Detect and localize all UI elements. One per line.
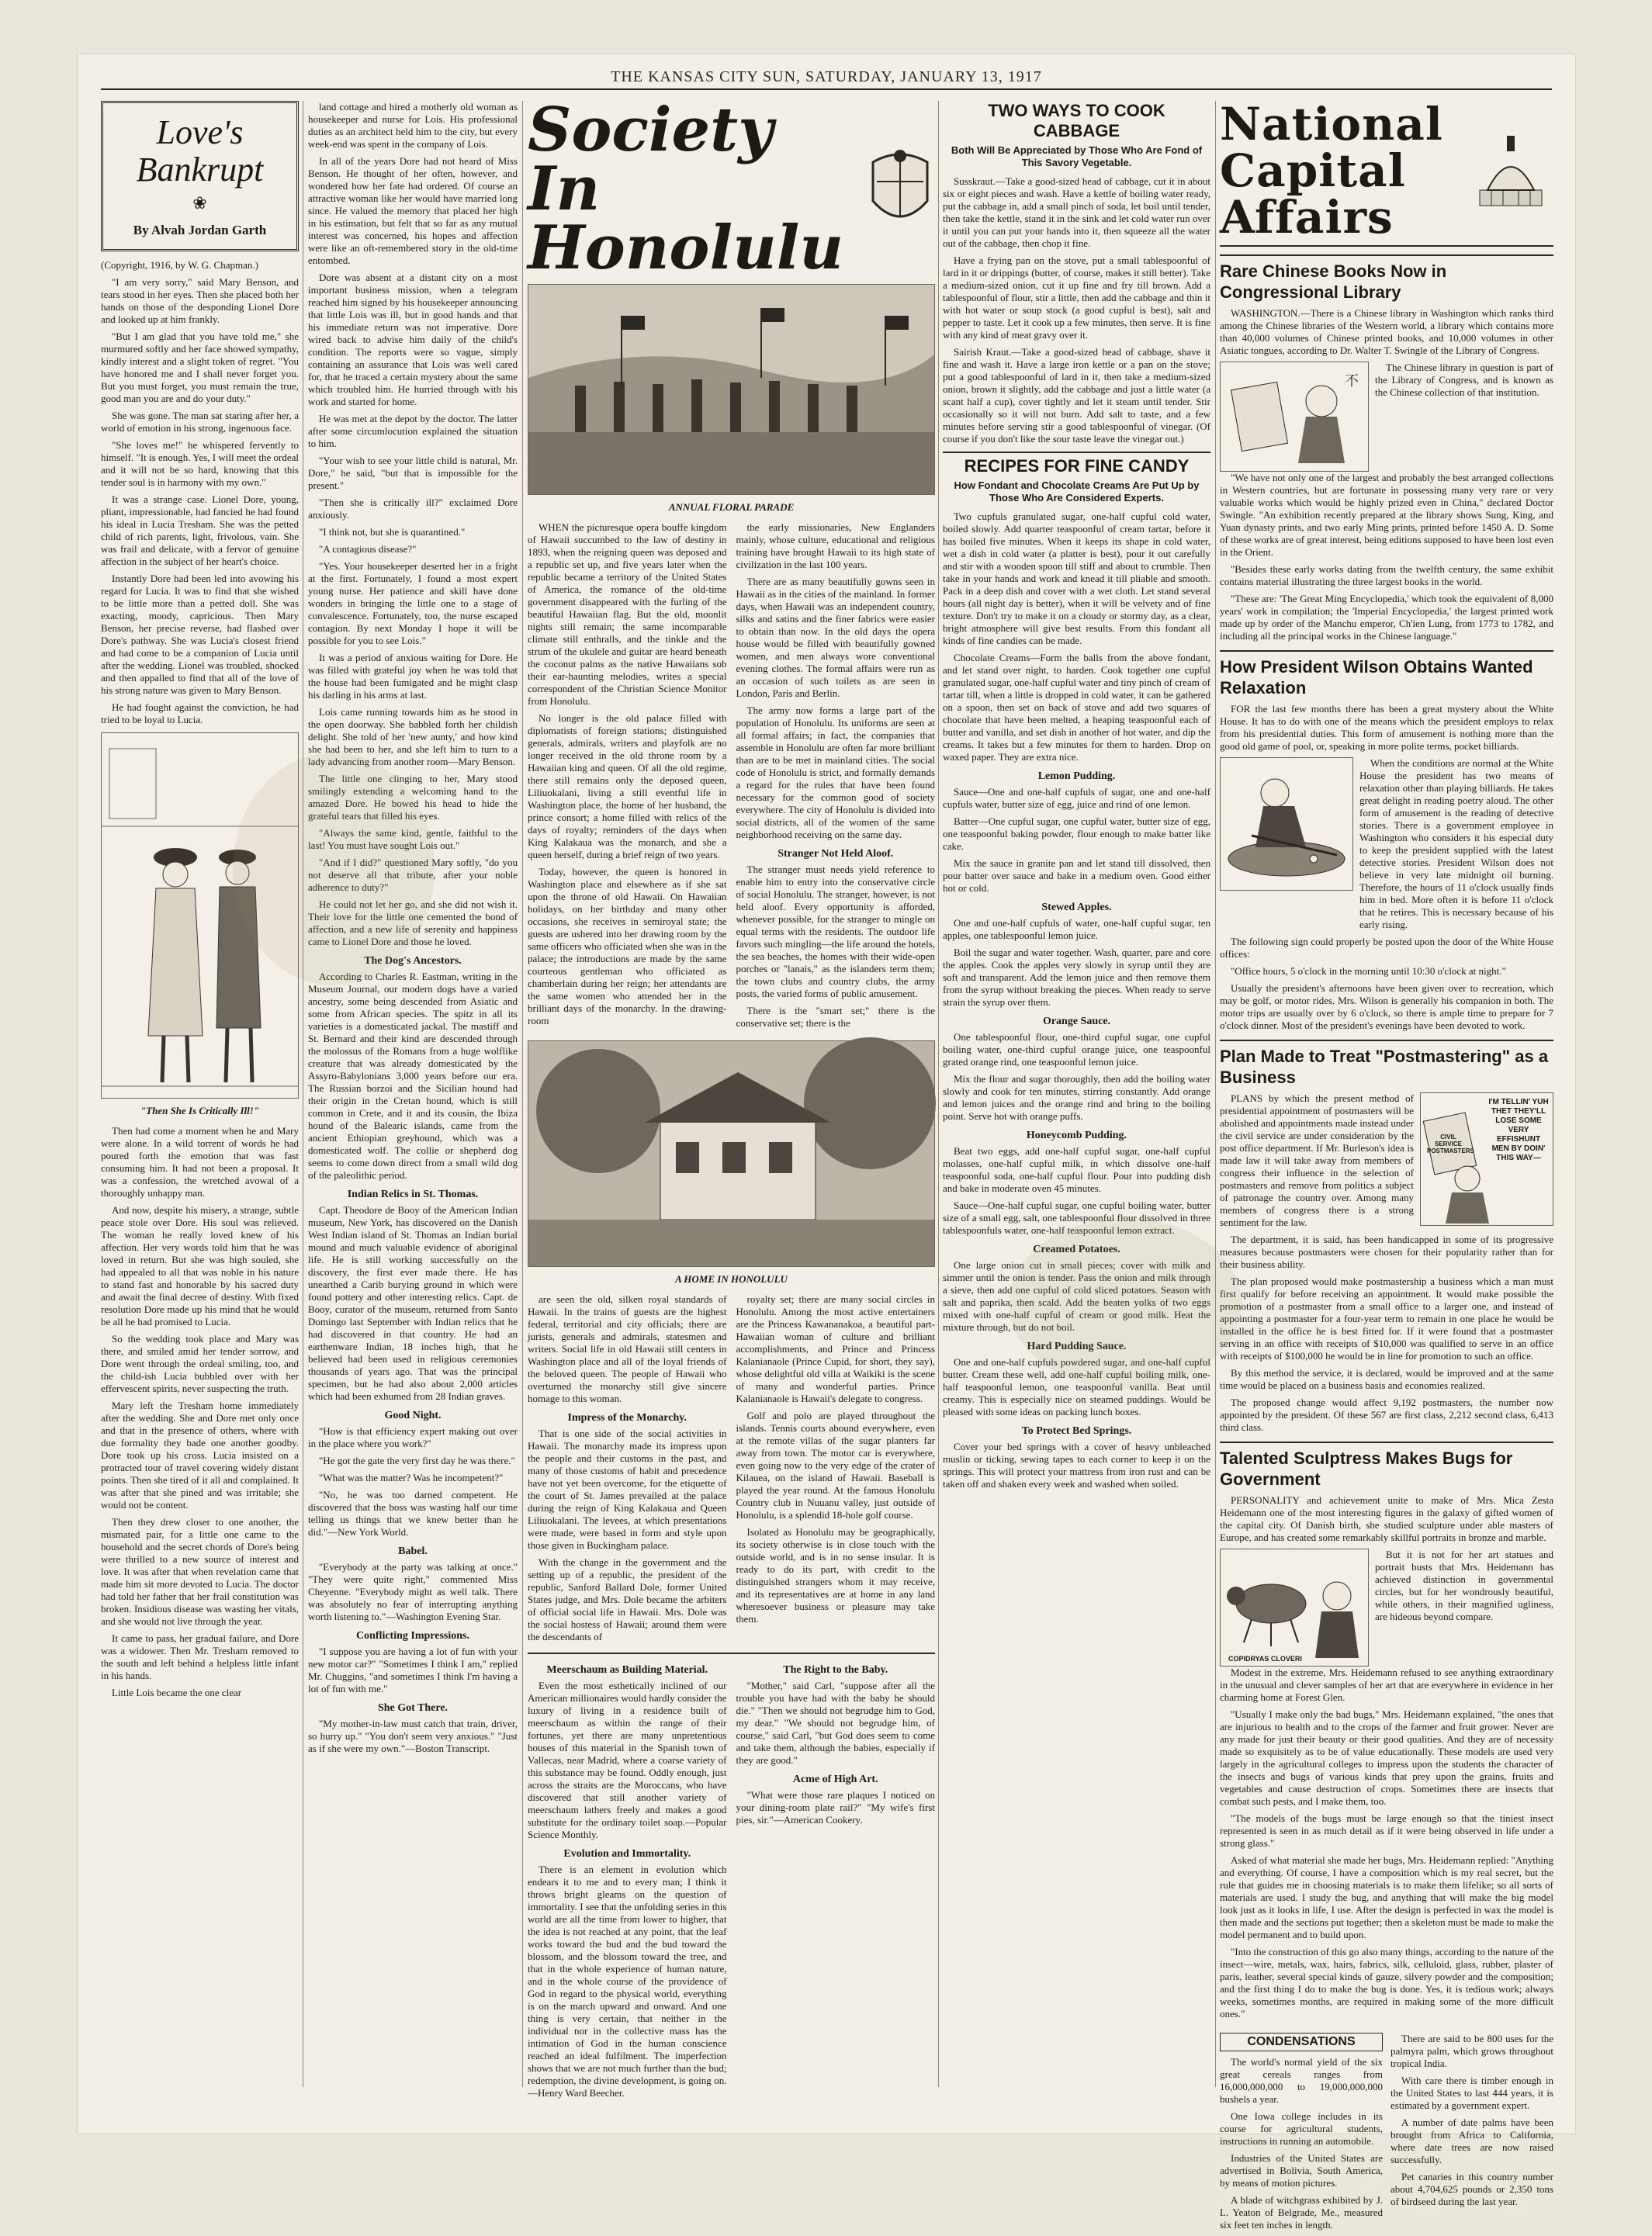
paragraph: Two cupfuls granulated sugar, one-half cupful cold water, boiled slowly. Add quarter teaspoonful of cream tartar, before it has boiled five minutes. When it keeps its shape in cold water, wet a dish in cold water (a platter is best), pour it out carefully and stir with a wooden spoon till stiff and about to crumble. Then take in your hands and work and knead it till pliable and smooth. Pack in a deep dish and cover with a wet cloth. Let stand several hours (all night day is better), when it will be velvety and of fine texture. Don't try to make it on a cloudy or stormy day, as a clear, bright atmosphere will give best results. From this fondant all kinds of fine candies can be made. xyxy=(943,511,1210,646)
paragraph: It was a period of anxious waiting for Dore. He was filled with grateful joy when he was told that the house had been fumigated and he might clasp his darling in his arms at last. xyxy=(308,652,518,701)
paragraph: "I suppose you are having a lot of fun with your new motor car?" "Sometimes I think I am," replied Mr. Chuggins, "and sometimes I think I'm having a lot of fun with me." xyxy=(308,1646,518,1694)
article-with-cartoon xyxy=(1220,1092,1553,1234)
paragraph: There is an element in evolution which endears it to me and to every man; I think it throws bright gleams on the question of immortality. I see that the unfolding series in this world are all the time from lower to higher, that the idea is not reached at any point, that the leaf works toward the bud and the bud toward the blossom, and the blossom toward the tree, and that in the whole experience of human nature, and in the whole course of the providence of God in regard to the physical world, everything is on the march upward and onward. And one thing is very certain, that neither in the individual nor in the collective mass has the intimation of God in the human conscience reached an ideal fulfilment. The imperfection shows that we are not much further than the bud; redemption, the divine development, is going on.—Henry Ward Beecher. xyxy=(528,1864,727,2099)
paragraph: The department, it is said, has been handicapped in some of its progressive measures because postmasters were chosen for their popularity rather than for their business ability. xyxy=(1220,1234,1553,1270)
masthead: THE KANSAS CITY SUN, SATURDAY, JANUARY 13, 1917 xyxy=(611,68,1042,85)
cartoon-bug xyxy=(1220,1549,1369,1667)
paragraph: Chocolate Creams—Form the balls from the above fondant, and let stand over night, to harden. Cook together one cupful granulated sugar, one-half cupful water and tiny pinch of cream of tartar till, when a little is dropped in cold water, it can be gathered on a spoon, then set on back of stove and add two squares of chocolate that have been melted, a heaping teaspoonful each of butter and vanilla, and set dish in another of hot water, and dip the creams. It takes but a few minutes for them to harden. Drop on waxed paper. They are extra nice. xyxy=(943,652,1210,763)
paragraph: And now, despite his misery, a strange, subtle peace stole over Dore. His soul was relieved. The woman he really loved knew of his affection. Her very words told him that he was loved in return. But she was high souled, she had appealed to all that was noble in his nature to stand fast and honorable by his sacred duty and await the final decree of destiny. With fixed resolution Dore made up his mind that he would be all he had promised to Lucia. xyxy=(101,1204,299,1327)
byline: By Alvah Jordan Garth xyxy=(133,223,267,237)
copyright: (Copyright, 1916, by W. G. Chapman.) xyxy=(101,259,258,271)
paragraph: Then had come a moment when he and Mary were alone. In a wild torrent of words he had poured forth the emotion that was fast consuming him. It had not been a proposal. It was a confession, the wretched avowal of a thoroughly unhappy man. xyxy=(101,1125,299,1199)
illustration-caption: "Then She Is Critically Ill!" xyxy=(140,1105,260,1116)
nca-title: National Capital Affairs xyxy=(1220,98,1443,244)
column-two xyxy=(308,101,518,2087)
article-with-cartoon xyxy=(1220,1549,1553,1667)
society-subcol xyxy=(528,1293,727,1648)
flower-ornament-icon: ❀ xyxy=(192,193,207,213)
paragraph: "How is that efficiency expert making out over in the place where you work?" xyxy=(308,1425,518,1449)
paragraph: A number of date palms have been brought from Africa to California, where date trees are now raised successfully. xyxy=(1391,2117,1553,2165)
article-text xyxy=(1359,757,1553,936)
cartoon-speech: I'M TELLIN' YUH THET THEY'LL LOSE SOME VERY EFFISHUNT MEN BY DOIN' THIS WAY— xyxy=(1488,1098,1549,1162)
paragraph: Golf and polo are played throughout the islands. Tennis courts abound everywhere, even at the remote villas of the sugar planters far away from town. The motor car is everywhere, even going now to the very edge of the crater of Kilauea, on the island of Hawaii. Baseball is played the year round. At the famous Honolulu Country club in Nuuanu valley, just outside of Honolulu, is a splendid 18-hole golf course. xyxy=(736,1410,935,1521)
society-shorts xyxy=(528,1653,935,2104)
house-photo-icon xyxy=(528,1041,934,1266)
paragraph: Sauce—One-half cupful sugar, one cupful boiling water, butter size of a small egg, salt, one tablespoonful flour dissolved in three tablespoonfuls water, one-half teaspoonful lemon extract. xyxy=(943,1199,1210,1236)
paragraph: "Besides these early works dating from the twelfth century, the same exhibit contains material illustrating the three largest books in the world. xyxy=(1220,563,1553,587)
condensations-right xyxy=(1391,2025,1553,2236)
article-headline: Rare Chinese Books Now in Congressional Library xyxy=(1220,254,1553,303)
paragraph: The Chinese library in question is part of the Library of Congress, and is known as the Chinese collection of that institution. xyxy=(1375,362,1553,398)
paragraph: According to Charles R. Eastman, writing in the Museum Journal, our modern dogs have a varied ancestry, some being descended from Asiatic and some from African species. The spitz in all its varieties is a domesticated jackal. The mastiff and St. Bernard and their kind are descended through the molossus of the Romans from a huge wolflike creature that was already domesticated by the Assyro-Babylonians 3,000 years before our era. The Russian borzoi and the Sicilian hound had their origin in the Cretan hound, which is still common in Crete, and it and its cousin, the Ibiza hound of the Balearic islands, came from the ancient Ethiopian greyhound, which was a domesticated wolf. The collie or shepherd dog seems to come down direct from a small wild dog of the paleolithic period. xyxy=(308,971,518,1181)
paragraph: "Everybody at the party was talking at once." "They were quite right," commented Miss Cheyenne. "Everybody might as well talk. There was absolutely no fear of interrupting anything worth listening to."—Washington Evening Star. xyxy=(308,1561,518,1622)
parade-photo-icon xyxy=(528,285,934,494)
capitol-dome-icon xyxy=(1468,128,1553,213)
photo-home-honolulu xyxy=(528,1040,935,1267)
paragraph: Industries of the United States are advertised in Bolivia, South America, by means of motion pictures. xyxy=(1220,2152,1383,2189)
cartoon-postmaster xyxy=(1420,1092,1553,1226)
column-national-capital xyxy=(1220,98,1553,2231)
paragraph: The proposed change would affect 9,192 postmasters, the number now appointed by the president. Of these 567 are first class, 2,212 second class, 6,413 third class. xyxy=(1220,1397,1553,1433)
paragraph: "What were those rare plaques I noticed on your dining-room plate rail?" "My wife's first pies, sir."—American Cookery. xyxy=(736,1789,935,1826)
story-title: Bankrupt xyxy=(136,151,264,189)
paragraph: "The models of the bugs must be large enough so that the tiniest insect represented is seen in as much detail as if it were being observed in life under a strong glass." xyxy=(1220,1812,1553,1849)
paragraph: "She loves me!" he whispered fervently to himself. "It is enough. Yes, I will meet the ordeal and it will not be so hard, knowing that this tender soul is in harmony with my own." xyxy=(101,439,299,488)
photo-caption: A HOME IN HONOLULU xyxy=(675,1273,788,1285)
paragraph: One tablespoonful flour, one-third cupful sugar, one cupful boiling water, one-third cupful orange juice, one teaspoonful grated orange rind, one teaspoonful lemon juice. xyxy=(943,1031,1210,1068)
paragraph: "My mother-in-law must catch that train, driver, so hurry up." "You don't seem very anxious." "Just as if she were my own."—Boston Transcript. xyxy=(308,1718,518,1754)
column-loves-bankrupt xyxy=(101,101,299,2087)
article-subheadline: Both Will Be Appreciated by Those Who Are Fond of This Savory Vegetable. xyxy=(951,144,1203,168)
paragraph: Isolated as Honolulu may be geographically, its society otherwise is in close touch with the outside world, and is in no sense insular. It is ready to do its part, with credit to the distinguished strangers whom it may receive, and its representatives are at home in any land wheresoever business or pleasure may take them. xyxy=(736,1526,935,1625)
paragraph: "I am very sorry," said Mary Benson, and tears stood in her eyes. Then she placed both her hands on those of the desponding Lionel Dore and looked up at him frankly. xyxy=(101,276,299,325)
paragraph: Cover your bed springs with a cover of heavy unbleached muslin or ticking, sewing tapes to each corner to keep it on the springs. This will protect your mattress from iron rust and can be taken off and shaken every week and washed when soiled. xyxy=(943,1441,1210,1490)
paragraph: Mix the flour and sugar thoroughly, then add the boiling water slowly and cook for ten minutes, stirring constantly. Add orange and lemon juices and the orange rind and bring to the boiling point. Serve hot with orange puffs. xyxy=(943,1073,1210,1122)
condensations xyxy=(1220,2025,1553,2236)
article-with-cartoon xyxy=(1220,362,1553,472)
section-heading: She Got There. xyxy=(377,1702,448,1714)
society-text-upper xyxy=(528,521,935,1034)
paragraph: He was met at the depot by the doctor. The latter after some circumlocution explained the situation to him. xyxy=(308,413,518,449)
paragraph: "A contagious disease?" xyxy=(319,543,417,555)
billiards-cartoon-icon xyxy=(1221,758,1352,890)
paragraph: "What was the matter? Was he incompetent?" xyxy=(319,1472,504,1483)
paragraph: Boil the sugar and water together. Wash, quarter, pare and core the apples. Cook the apples very slowly in syrup until they are soft and transparent. Add the lemon juice and then remove them from the syrup without breaking the pieces. When ready to serve strain the syrup over them. xyxy=(943,947,1210,1008)
article-subheadline: How Fondant and Chocolate Creams Are Put Up by Those Who Are Considered Experts. xyxy=(954,479,1200,504)
paragraph: Asked of what material she made her bugs, Mrs. Heidemann replied: "Anything and everything. Of course, I have a composition which is my real secret, but the rule that guides me in choosing materials is to make them lifelike; so all sorts of materials are used. I study the bug, and anything that will make the big model look just as it looks in life, I use. After the design is perfected in wax the model is then made and the sections put together; then a skeleton must be made to make the model permanent and to build upon. xyxy=(1220,1854,1553,1940)
section-heading: Lemon Pudding. xyxy=(1037,770,1116,782)
paragraph: No longer is the old palace filled with diplomatists of foreign stations; distinguished generals, admirals, writers and playfolk are no longer received in the old throne room by a Hawaiian king and queen. Of all the old regime, there still remains only the deposed queen, Liliuokalani, living a still eventful life in Washington place, the home of her husband, the prince consort; a home filled with relics of the days of royalty; reminders of the days when King Kalakaua was the monarch, and she a queen herself, during a brief reign of two years. xyxy=(528,712,727,860)
story-title: Love's xyxy=(156,113,244,151)
article-headline: How President Wilson Obtains Wanted Relaxation xyxy=(1220,650,1553,698)
section-heading: Hard Pudding Sauce. xyxy=(1027,1341,1127,1352)
column-divider xyxy=(1215,101,1216,2087)
paragraph: Pet canaries in this country number about 4,704,625 pounds or 2,350 tons of birdseed during the last year. xyxy=(1391,2171,1553,2207)
article-with-cartoon xyxy=(1220,757,1553,936)
paragraph: "Then she is critically ill?" exclaimed Dore anxiously. xyxy=(308,497,518,521)
paragraph: That is one side of the social activities in Hawaii. The monarchy made its impress upon the people and their customs in the past, and many of those customs of habit and precedence have not yet been overcome, for the etiquette of the court of St. James prevailed at the palace during the reign of King Kalakaua and Queen Liliuokalani. The levees, at which presentations were made, were based in form and style upon those given in Buckingham palace. xyxy=(528,1428,727,1551)
paragraph: PLANS by which the present method of presidential appointment of postmasters will be abolished and appointments made instead under the civil service are under consideration by the post office department. If Mr. Burleson's idea is made law it will take away from members of congress their influence in the selection of postmasters and remove from politics a subject of patronage the country over. Among many members of congress there is a strong sentiment for the law. xyxy=(1220,1092,1414,1228)
society-subcol xyxy=(736,1293,936,1648)
paragraph: "We have not only one of the largest and probably the best arranged collections in Western countries, but are fortunate in possessing many very rare or very valuable works which would be highly prized even in China," declared Doctor Swingle. "An exhibition recently prepared at the library shows Sung, King, and Yuan dynasty prints, and two early Ming prints, printed before 1450 A. D. Some of these works are of great interest, being editions supposed to have been lost even in the Orient. xyxy=(1220,472,1553,558)
nca-header xyxy=(1220,98,1553,247)
paragraph: In all of the years Dore had not heard of Miss Benson. He thought of her often, however, and wondered how her fate had ordered. Of course an attractive woman like her would have married long since. He valued the memory that placed her high in his estimation, but felt that so far as any mutual interest was concerned, his hopes and affection were like an oft-remembered story in the old-time entombed. xyxy=(308,155,518,266)
section-heading: CONDENSATIONS xyxy=(1220,2033,1383,2051)
paragraph: There is the "smart set;" there is the conservative set; there is the xyxy=(736,1005,935,1029)
cartoon-sign: CIVIL SERVICE POSTMASTERS xyxy=(1427,1134,1474,1154)
section-heading: The Right to the Baby. xyxy=(783,1664,888,1676)
section-heading: Orange Sauce. xyxy=(1042,1016,1111,1027)
photo-floral-parade xyxy=(528,284,935,495)
paragraph: the early missionaries, New Englanders mainly, whose culture, educational and religious training have brought Hawaii to its high state of civilization in the last 100 years. xyxy=(736,521,935,570)
section-heading: The Dog's Ancestors. xyxy=(364,955,462,967)
cartoon-chinese-books xyxy=(1220,362,1369,472)
article-text xyxy=(1220,1092,1414,1234)
paragraph: PERSONALITY and achievement unite to make of Mrs. Mica Zesta Heidemann one of the most interesting figures in the galaxy of gifted women of the capital city. Of Danish birth, she studied sculpture under able masters of Europe, and has created some remarkably skillful portraits in bronze and marble. xyxy=(1220,1494,1553,1543)
paragraph: land cottage and hired a motherly old woman as housekeeper and nurse for Lois. His professional duties as an architect held him to the city, but every week-end was spent in the company of Lois. xyxy=(308,101,518,150)
paragraph: Capt. Theodore de Booy of the American Indian museum, New York, has discovered on the Danish West Indian island of St. Thomas an Indian burial mound and much valuable evidence of aboriginal life. He is still working successfully on the discovery, the first ever made there. He has unearthed a Carib burying ground in which were found pottery and other interesting relics. Capt. de Booy, curator of the museum, returned from Santo Domingo last September with Indian relics that he had discovered in that country. He had an earthenware Indian, 18 inches high, that he believed had been used in religious ceremonies thousands of years ago. That was the principal specimen, but he had also about 2,000 articles which had been exhumed from 28 Indian graves. xyxy=(308,1204,518,1402)
paragraph: WASHINGTON.—There is a Chinese library in Washington which ranks third among the Chinese libraries of the Western world, a library which contains more than 40,000 volumes of Chinese printed books, and 10,000 volumes in other Asiatic tongues, according to Dr. Walter T. Swingle of the Library of Congress. xyxy=(1220,307,1553,356)
article-headline: Talented Sculptress Makes Bugs for Government xyxy=(1220,1442,1553,1490)
paragraph: The stranger must needs yield reference to enable him to entry into the conservative circle of social Honolulu. The stranger, however, is not held aloof. Every opportunity is afforded, whenever possible, for the stranger to mingle on equal terms with the residents. The outdoor life favors such mingling—the life around the hotels, the sea beaches, the homes with their wide-open porches or "lanais," as the islanders term them; the town clubs and country clubs, the army posts, the varied forms of public amusement. xyxy=(736,864,935,999)
paragraph: One and one-half cupfuls of water, one-half cupful sugar, ten apples, one tablespoonful lemon juice. xyxy=(943,917,1210,941)
paragraph: "But I am glad that you have told me," she murmured softly and her face showed sympathy, kindly interest and a slight token of regret. "You have honored me and I shall never forget you. But you must forget, you must remain the true, good man you are and do your duty." xyxy=(101,331,299,404)
paragraph: are seen the old, silken royal standards of Hawaii. In the trains of guests are the highest federal, territorial and city officials; there are jurists, generals and admirals, statesmen and writers. Social life in old Hawaii still centers in Washington place and all of the loyal friends of the beloved queen. The people of Hawaii who overturned the monarchy still give sincere homage to this woman. xyxy=(528,1293,727,1404)
paragraph: The world's normal yield of the six great cereals ranges from 16,000,000,000 to 19,000,000,000 bushels a year. xyxy=(1220,2056,1383,2105)
paragraph: Even the most esthetically inclined of our American millionaires would hardly consider the luxury of living in a residence built of meerschaum as within the range of their fortunes, yet there are many unpretentious houses of this material in the Spanish town of Vallecas, near Madrid, where a coarse variety of this substance may be found. Oddly enough, just across the straits are the Moroccans, who have discovered that still another variety of meerschaum lathers freely and makes a good substitute for the ordinary toilet soap.—Popular Science Monthly. xyxy=(528,1680,727,1840)
section-heading: Indian Relics in St. Thomas. xyxy=(347,1189,479,1200)
society-text-lower xyxy=(528,1293,935,1648)
paragraph: It came to pass, her gradual failure, and Dore was a widower. Then Mr. Tresham removed to the south and left behind a helpless little infant in his hands. xyxy=(101,1632,299,1681)
paragraph: Batter—One cupful sugar, one cupful water, butter size of egg, one teaspoonful baking powder, flour enough to make batter like cake. xyxy=(943,815,1210,852)
section-heading: Impress of the Monarchy. xyxy=(567,1412,687,1424)
society-subcol xyxy=(528,1657,727,2104)
column-divider xyxy=(938,101,939,2087)
article-headline: TWO WAYS TO COOK CABBAGE xyxy=(988,101,1165,140)
article-headline: Plan Made to Treat "Postmastering" as a Business xyxy=(1220,1040,1553,1088)
paragraph: Sairish Kraut.—Take a good-sized head of cabbage, shave it fine and wash it. Have a large iron kettle or a pan on the stove; put a good tablespoonful of lard in it, then take a medium-sized onion, brown it slightly, add the cabbage and just a little water (a scant half a cup), cover tightly and let it steam until tender. Stir occasionally so it will not burn. Add salt to taste, and a few minutes before serving stir a good tablespoonful of vinegar. (Of course if you don't like the sour taste leave the vinegar out.) xyxy=(943,346,1210,445)
paragraph: "He got the gate the very first day he was there." xyxy=(319,1455,515,1466)
chinese-books-cartoon-icon xyxy=(1221,362,1368,471)
paragraph: He had fought against the conviction, he had tried to be loyal to Lucia. xyxy=(101,701,299,725)
paragraph: The little one clinging to her, Mary stood smilingly extending a welcoming hand to the amazed Dore. He bowed his head to hide the grateful tears that filled his eyes. xyxy=(308,773,518,822)
section-heading: Good Night. xyxy=(384,1410,442,1421)
paragraph: He could not let her go, and she did not wish it. Their love for the little one cemented the bond of affection, and a new life of serenity and happiness came to Lionel Dore and those he loved. xyxy=(308,898,518,947)
section-heading: Conflicting Impressions. xyxy=(356,1630,469,1642)
hawaii-crest-icon xyxy=(865,147,935,232)
paragraph: Then they drew closer to one another, the mismated pair, for a little one came to the household and the secret chords of Dore's being were thrilled to a new source of interest and love. It was after that when revelation came that made him sit more devoted to Lucia. The doctor had told her father that her frail constitution was broken. Insidious disease was wasting her vitals, and she would not live through the year. xyxy=(101,1516,299,1627)
paragraph: Have a frying pan on the stove, put a small tablespoonful of lard in it or drippings (butter, of course, makes it still better). Take a medium-sized onion, cut it up fine and fry till brown. Add a tablespoonful of flour, stir a little, then add the cabbage and thin it with hot water or soup stock (a good cupful is best), salt and pepper to taste. Let it cook up a few minutes, then serve. It is fine with any kind of meat gravy over it. xyxy=(943,254,1210,341)
paragraph: She was gone. The man sat staring after her, a world of emotion in his strong, ingenuous face. xyxy=(101,410,299,434)
paragraph: Mary left the Tresham home immediately after the wedding. She and Dore met only once and that in the presence of others, where with due formality they bade one another goodby. Dore took up his cross. Lucia insisted on a protracted tour of travel covering widely distant points. Then she tired of it all and complained. It was after that she pined and was irritable; she would not be content. xyxy=(101,1400,299,1511)
divider xyxy=(943,452,1210,453)
section-heading: Stewed Apples. xyxy=(1041,902,1112,913)
story-title-box xyxy=(101,101,299,251)
paragraph: "Usually I make only the bad bugs," Mrs. Heidemann explained, "the ones that are injurious to health and to the crops of the farmer and fruit grower. Never are any made for just their beauty or their good qualities. And they are of necessity made so exquisitely as to be of value educationally. These models are used very largely in the agricultural colleges to impress upon the students the character of the insects and bugs of various kinds that prey upon the grains, fruits and vegetables and cause destruction of crops. Sometimes there are insects that combat such pests, and I make them, too. xyxy=(1220,1708,1553,1807)
section-heading: Honeycomb Pudding. xyxy=(1026,1130,1127,1141)
paragraph: Instantly Dore had been led into avowing his regard for Lucia. It was to find that she wished to be little more than a petted doll. She was exacting, moody, capricious. Then Mary Benson, her precise reverse, had flashed over Dore's pathway. She was Lucia's closest friend and had come to be a companion of Lucia until after the wedding. Lionel was troubled, shocked and then appalled to find that all of the love of his strong nature was given to Mary Benson. xyxy=(101,573,299,696)
paragraph: One Iowa college includes in its course for agricultural students, instructions in running an automobile. xyxy=(1220,2110,1383,2147)
paragraph: Mix the sauce in granite pan and let stand till dissolved, then pour batter over sauce and bake in a medium oven. Good either hot or cold. xyxy=(943,857,1210,894)
paragraph: Little Lois became the one clear xyxy=(112,1687,242,1698)
paragraph: The army now forms a large part of the population of Honolulu. Its uniforms are seen at all formal affairs; in fact, the companies that assemble in Honolulu are often far more brilliant than are to be met in mainland cities. The social code of Honolulu is strict, and formally demands a regard for the rules that have been found necessary for the common good of society everywhere. The city of Honolulu is divided into social districts, all of the women of the same neighborhood receiving on the same day. xyxy=(736,704,935,840)
paragraph: There are said to be 800 uses for the palmyra palm, which grows throughout tropical India. xyxy=(1391,2033,1553,2069)
paragraph: "Yes. Your housekeeper deserted her in a fright at the first. Fortunately, I found a most expert young nurse. Her patience and skill have done wonders in bringing the little one to a stage of convalescence. Fortunately, too, the nurse escaped contagion. By next Monday I hope it will be possible for you to see Lois." xyxy=(308,560,518,646)
bug-cartoon-icon xyxy=(1221,1549,1368,1666)
newspaper-page xyxy=(78,54,1575,2231)
paragraph: royalty set; there are many social circles in Honolulu. Among the most active entertainers are the Princess Kawananakoa, a beautiful part-Hawaiian woman of culture and brilliant accomplishments, and Prince and Princess Kalanianaole (Prince Cupid, for short, they say), whose delightful old villa at Waikiki is the scene of many and wonderful parties. Prince Kalanianaole is Hawaii's delegate to congress. xyxy=(736,1293,935,1404)
column-society-honolulu xyxy=(528,95,935,2099)
paragraph: Modest in the extreme, Mrs. Heidemann refused to see anything extraordinary in the unusual and clever samples of her art that are everywhere in evidence in her charming home at Forest Glen. xyxy=(1220,1667,1553,1703)
photo-caption: ANNUAL FLORAL PARADE xyxy=(668,501,795,513)
paragraph: "These are: 'The Great Ming Encyclopedia,' which took the equivalent of 8,000 years' work in compilation; the 'Imperial Encyclopedia,' the largest printed work made up by order of the Manchu emperor, Ch'ien Lung, from 1773 to 1782, and including all the principal works in the Chinese language." xyxy=(1220,593,1553,642)
paragraph: Beat two eggs, add one-half cupful sugar, one-half cupful molasses, one-half cupful milk, in which dissolve one-half teaspoonful soda, one-half cupful flour. Pour into pudding dish and bake in moderate oven 45 minutes. xyxy=(943,1145,1210,1194)
paragraph: There are as many beautifully gowns seen in Hawaii as in the cities of the mainland. In former days, when Hawaii was an independent country, silks and satins and the finer fabrics were easier to obtain than now. In the old days the opera house would be filled with beautifully gowned women, and men always wore conventional evening clothes. The formal affairs were run as an occasion of such toilets as are seen in London, Paris and Berlin. xyxy=(736,576,935,699)
paragraph: "No, he was too darned competent. He discovered that the boss was wasting half our time telling us things that we knew better than he did."—New York World. xyxy=(308,1489,518,1538)
paragraph: When the conditions are normal at the White House the president has two means of relaxation other than playing billiards. He takes great delight in reading poetry aloud. The other form of amusement is the reading of detective stories. There is a government employee in Washington who considers it his especial duty to keep the president supplied with the latest detective stories. President Wilson does not believe in very late midnight oil burning. Therefore, the hours of 11 o'clock usually finds him in bed. More often it is before 11 o'clock that he retires. This is necessary because of his early rising. xyxy=(1359,757,1553,930)
paragraph: "Into the construction of this go also many things, according to the nature of the insect—wire, metals, wax, hairs, fabrics, silk, celluloid, glass, rubber, plaster of paris, leather, several special kinds of gauze, silvery powder and the composition; and the first thing I do to make the bug is done. Yes, it is tedious work; always weeks, sometimes months, are required in making some of the more difficult ones." xyxy=(1220,1946,1553,2020)
paragraph: Dore was absent at a distant city on a most important business mission, when a telegram reached him signed by his housekeeper announcing that little Lois was ill, but in good hands and that his immediate return was not imperative. Dore wired back to advise him daily of the child's condition. The reports were so vague, simply containing an assurance that Lois was well cared for, that he traced a certain mystery about the same which troubled him. He hurried through with his work and started for home. xyxy=(308,272,518,407)
section-heading: Creamed Potatoes. xyxy=(1033,1244,1120,1255)
column-recipes xyxy=(943,101,1210,2087)
paragraph: The following sign could properly be posted upon the door of the White House offices: xyxy=(1220,936,1553,960)
paper-stain xyxy=(233,753,435,985)
paragraph: "Always the same kind, gentle, faithful to the last! You must have sought Lois out." xyxy=(308,827,518,851)
section-heading: Meerschaum as Building Material. xyxy=(546,1664,708,1676)
paragraph: One and one-half cupfuls powdered sugar, and one-half cupful butter. Cream these well, add one-half cupful boiling milk, one-half teaspoonful lemon, one teaspoonful vanilla. Beat until creamy. This is especially nice on steamed puddings. Would be pleased with some ideas on packing lunch boxes. xyxy=(943,1356,1210,1417)
section-heading: Stranger Not Held Aloof. xyxy=(778,848,894,860)
paragraph: But it is not for her art statues and portrait busts that Mrs. Heidemann has achieved distinction in governmental circles, but for her wondrously beautiful, while others, in their magnified ugliness, are hideous beyond compare. xyxy=(1375,1549,1553,1622)
paragraph: "And if I did?" questioned Mary softly, "do you not deserve all that tribute, after your noble adherence to duty?" xyxy=(308,857,518,893)
condensations-left xyxy=(1220,2025,1383,2236)
section-heading: To Protect Bed Springs. xyxy=(1021,1425,1132,1437)
paragraph: With care there is timber enough in the United States to last 444 years, it is estimated by a government expert. xyxy=(1391,2075,1553,2111)
article-text xyxy=(1375,1549,1553,1667)
paragraph: It was a strange case. Lionel Dore, young, pliant, impressionable, had fancied he had found his ideal in Lucia Tresham. She was the petted child of rich parents, light, frivolous, vain. She was frail and delicate, with a fervor of genuine affection in the subject of her heart's choice. xyxy=(101,493,299,567)
cartoon-label: COPIDRYAS CLOVERI xyxy=(1228,1655,1302,1663)
society-subcol xyxy=(528,521,727,1034)
paragraph: Today, however, the queen is honored in Washington place and elsewhere as if she sat upon the throne of old Hawaii. On Hawaiian holidays, on her birthday and many other occasions, she receives in semiroyal state; the guests are ushered into her drawing room by the same officers who officiated when she was in the palace; the introductions are made by the same courteous gentleman who officiated as chamberlain during her reign; her attendants are the same women who attended her in the brilliant days of the monarchy. In the drawing-room xyxy=(528,866,727,1026)
paragraph: Sauce—One and one-half cupfuls of sugar, one and one-half cupfuls water, butter size of egg, juice and rind of one lemon. xyxy=(943,786,1210,810)
paragraph: "I think not, but she is quarantined." xyxy=(319,526,466,538)
section-heading: Acme of High Art. xyxy=(792,1774,878,1785)
paragraph: WHEN the picturesque opera bouffe kingdom of Hawaii succumbed to the law of destiny in 1893, when the reigning queen was deposed and a republic set up, and five years later when the republic became a territory of the United States of America, the romance of the old-time government disappeared with the furling of the beautiful Hawaiian flag. But the old, moonlit nights still remain; the same incomparable climate still enthralls, and the tinkle and the strum of the ukulele and guitar are heard beneath the coconut palms as the native Hawaiians sob their ear-haunting melodies, writes a special correspondent of the Christian Science Monitor from Honolulu. xyxy=(528,521,727,707)
paragraph: "Your wish to see your little child is natural, Mr. Dore," he said, "but that is impossible for the present." xyxy=(308,455,518,491)
paragraph: FOR the last few months there has been a great mystery about the White House. It has to do with one of the means which the president employs to relax from his presidential duties. This form of amusement is nothing more than the good old game of pool, or, speaking in more polite terms, pocket billiards. xyxy=(1220,703,1553,752)
society-subcol xyxy=(736,1657,936,2104)
column-divider xyxy=(522,101,523,2087)
paragraph: So the wedding took place and Mary was there, and smiled amid her tender sorrow, and Dore went through the ordeal smiling, too, and the child-ish Lucia bubbled over with her effervescent spirits, never suspecting the truth. xyxy=(101,1333,299,1394)
cartoon-billiards xyxy=(1220,757,1353,891)
paragraph: Susskraut.—Take a good-sized head of cabbage, cut it in about six or eight pieces and wash. Have a kettle of boiling water ready, put the cabbage in, add a small pinch of soda, let boil until tender, then take the kettle, stand it in the sink and let cold water run over it until you can put your hands into it, then squeeze all the water out of the cabbage, then chop it fine. xyxy=(943,175,1210,249)
society-subcol xyxy=(736,521,936,1034)
paragraph: Usually the president's afternoons have been given over to recreation, which may be golf, or motor rides. Mrs. Wilson is generally his companion in both. The motor trips are usually over by 6 o'clock, so there is ample time to prepare for 7 o'clock dinner. Most of the president's evenings have been devoted to work. xyxy=(1220,982,1553,1031)
society-header xyxy=(528,95,935,283)
paragraph: The plan proposed would make postmastership a business which a man must first qualify for before receiving an appointment. It would make possible the promotion of a postmaster from a small office to a larger one, and instead of appointing a postmaster for a four-year term to remain in one place he would be installed in the office he is best fitted for. If it were found that a postmaster serving in an office with receipts of $10,000 was qualified to serve in an office with receipts of $100,000 he would be in line for promotion to such an office. xyxy=(1220,1275,1553,1362)
paragraph: "Office hours, 5 o'clock in the morning until 10:30 o'clock at night." xyxy=(1231,965,1506,977)
masthead-rule xyxy=(101,88,1552,90)
svg-text:不: 不 xyxy=(1345,373,1359,389)
paragraph: With the change in the government and the setting up of a republic, the president of the republic, Sanford Ballard Dole, former United States judge, and Mrs. Dole became the arbiters of official social life in Hawaii. Mrs. Dole was the social hostess of Hawaii; around them were the descendants of xyxy=(528,1556,727,1642)
section-heading: Evolution and Immortality. xyxy=(563,1848,691,1860)
paper-stain xyxy=(1009,1218,1242,1389)
article-text xyxy=(1375,362,1553,472)
paragraph: Lois came running towards him as he stood in the open doorway. She babbled forth her childish delight. She told of her 'new aunty,' and how kind she had been to her, and she left him to turn to a lady advancing from another room—Mary Benson. xyxy=(308,706,518,767)
paragraph: One large onion cut in small pieces; cover with milk and simmer until the onion is tender. Pass the onion and milk through a sieve, then add one cupful of cold sliced potatoes. Season with salt and paprika, then scald. Add the beaten yolks of two eggs mixed with one-half cupful of cream or good milk. Heat the mixture through, but do not boil. xyxy=(943,1259,1210,1333)
section-heading: Babel. xyxy=(398,1545,428,1557)
article-headline: RECIPES FOR FINE CANDY xyxy=(964,456,1190,476)
paragraph: A blade of witchgrass exhibited by J. L. Yeaton of Belgrade, Me., measured six feet ten inches in length. xyxy=(1220,2194,1383,2231)
paragraph: By this method the service, it is declared, would be improved and at the same time would be placed on a business basis and economies realized. xyxy=(1220,1367,1553,1391)
society-title: Society In Honolulu xyxy=(528,95,844,283)
paragraph: "Mother," said Carl, "suppose after all the trouble you have had with the baby he should die." "Then we should not begrudge him to God, my dear." "We should not begrudge him, of course," said Carl, "but God does seem to come and take them, although the babies, especially if they are good." xyxy=(736,1680,935,1766)
